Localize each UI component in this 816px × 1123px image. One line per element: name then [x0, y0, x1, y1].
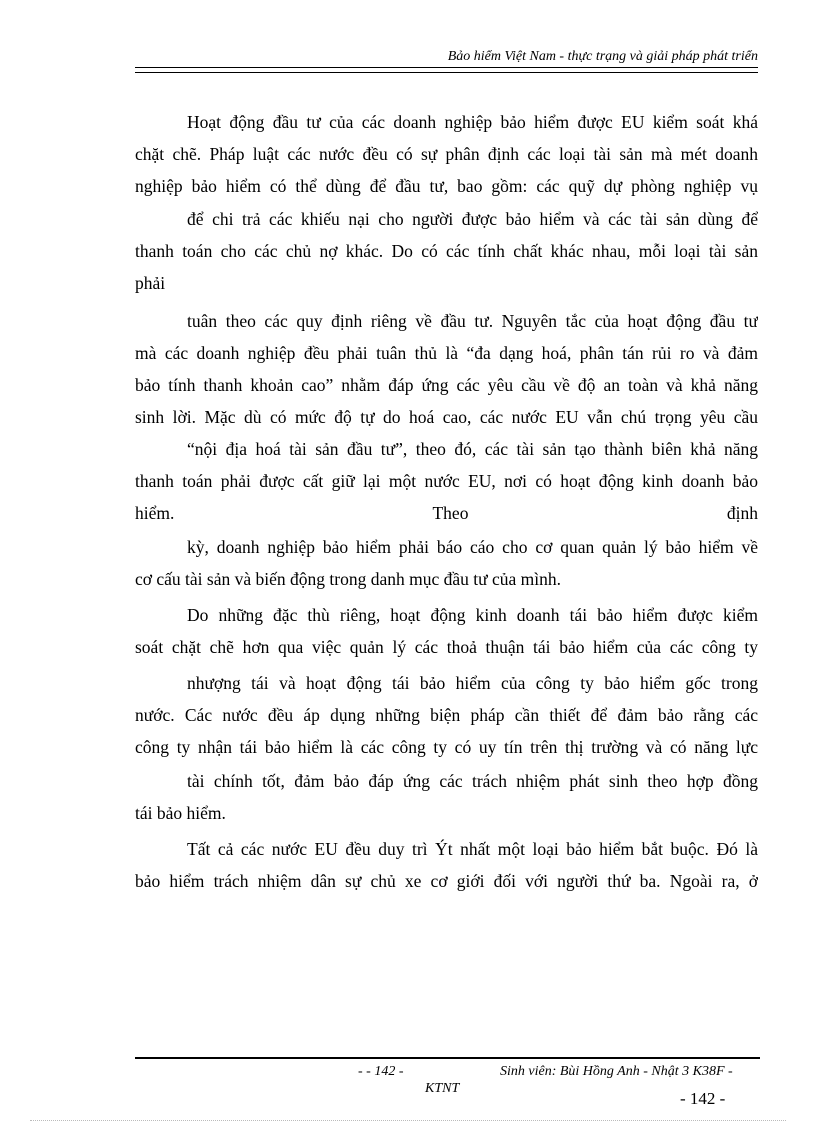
header-rule	[135, 67, 758, 73]
body-line: công ty nhận tái bảo hiểm là các công ty có uy tín trên thị trường và có năng lực	[135, 737, 758, 757]
body-line: phải	[135, 273, 166, 293]
body-line: soát chặt chẽ hơn qua việc quản lý các thoả thuận tái bảo hiểm của các công ty	[135, 637, 758, 657]
body-line: chặt chẽ. Pháp luật các nước đều có sự phân định các loại tài sản mà mét doanh	[135, 144, 758, 164]
body-line: “nội địa hoá tài sản đầu tư”, theo đó, các tài sản tạo thành biên khả năng	[187, 439, 758, 459]
body-line: bảo tính thanh khoản cao” nhằm đáp ứng các yêu cầu về độ an toàn và khả năng	[135, 375, 758, 395]
body-line: để chi trả các khiếu nại cho người được bảo hiểm và các tài sản dùng để	[187, 209, 758, 229]
footer-rule	[135, 1057, 760, 1059]
body-line: thanh toán cho các chủ nợ khác. Do có các tính chất khác nhau, mỗi loại tài sản	[135, 241, 758, 261]
body-line: sinh lời. Mặc dù có mức độ tự do hoá cao, các nước EU vẫn chú trọng yêu cầu	[135, 407, 758, 427]
body-line: tài chính tốt, đảm bảo đáp ứng các trách nhiệm phát sinh theo hợp đồng	[187, 771, 758, 791]
running-header: Bảo hiểm Việt Nam - thực trạng và giải pháp phát triển	[447, 49, 758, 64]
body-line: thanh toán phải được cất giữ lại một nước EU, nơi có hoạt động kinh doanh bảo	[135, 471, 758, 491]
footer-page-marker: - - 142 -	[358, 1064, 404, 1079]
body-line: Do những đặc thù riêng, hoạt động kinh doanh tái bảo hiểm được kiểm	[187, 605, 758, 625]
page-number: - 142 -	[680, 1089, 726, 1108]
body-line: tái bảo hiểm.	[135, 803, 226, 823]
page-edge-dots	[30, 1120, 786, 1121]
footer-student-info-cont: KTNT	[425, 1081, 460, 1096]
body-line: bảo hiểm trách nhiệm dân sự chủ xe cơ giới đối với người thứ ba. Ngoài ra, ở	[135, 871, 758, 891]
footer-student-info: Sinh viên: Bùi Hồng Anh - Nhật 3 K38F -	[500, 1064, 733, 1079]
body-line: tuân theo các quy định riêng về đầu tư. Nguyên tắc của hoạt động đầu tư	[187, 311, 758, 331]
body-line: nước. Các nước đều áp dụng những biện pháp cần thiết để đảm bảo rằng các	[135, 705, 758, 725]
body-line: nhượng tái và hoạt động tái bảo hiểm của công ty bảo hiểm gốc trong	[187, 673, 758, 693]
body-line: Tất cả các nước EU đều duy trì Ýt nhất một loại bảo hiểm bắt buộc. Đó là	[187, 839, 758, 859]
body-line: kỳ, doanh nghiệp bảo hiểm phải báo cáo cho cơ quan quản lý bảo hiểm về	[187, 537, 758, 557]
body-line: Hoạt động đầu tư của các doanh nghiệp bảo hiểm được EU kiểm soát khá	[187, 112, 758, 132]
body-line: hiểm. Theo định	[135, 503, 758, 523]
body-line: cơ cấu tài sản và biến động trong danh mục đầu tư của mình.	[135, 569, 561, 589]
body-line: nghiệp bảo hiểm có thể dùng để đầu tư, bao gồm: các quỹ dự phòng nghiệp vụ	[135, 176, 758, 196]
body-line: mà các doanh nghiệp đều phải tuân thủ là “đa dạng hoá, phân tán rủi ro và đảm	[135, 343, 758, 363]
